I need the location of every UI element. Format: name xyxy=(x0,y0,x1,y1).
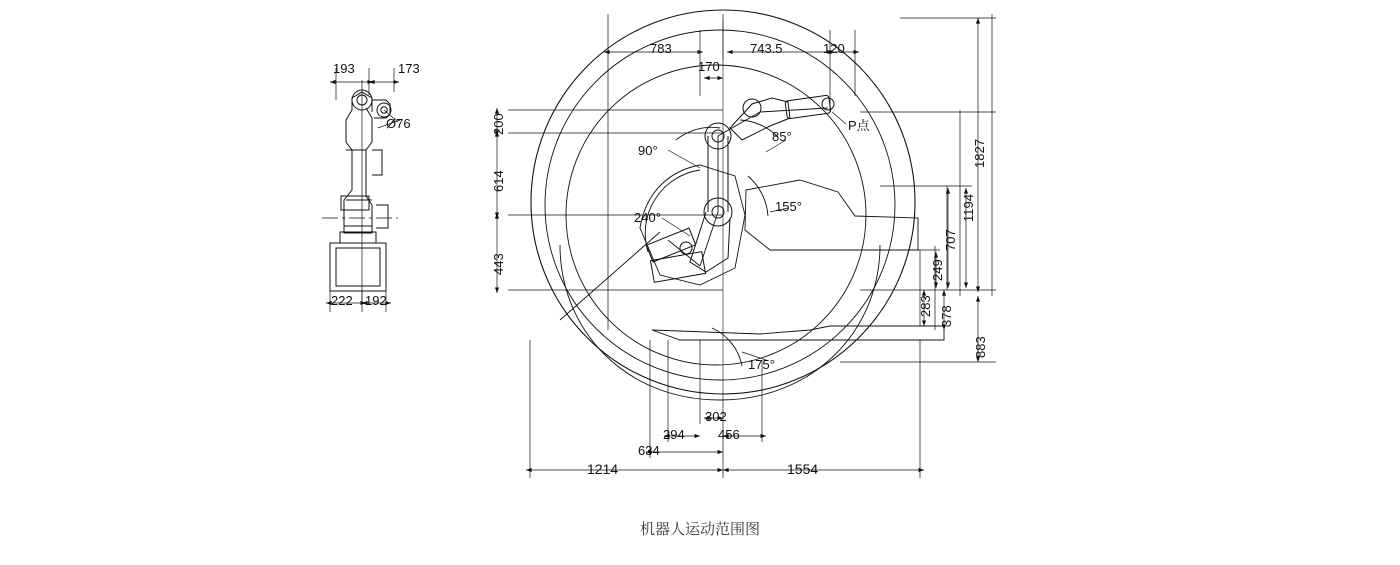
figure-caption: 机器人运动范围图 xyxy=(639,521,760,538)
range-envelope-c xyxy=(652,326,944,340)
angle-175: 175° xyxy=(748,357,775,372)
dim-456: 456 xyxy=(718,427,740,442)
dim-1214: 1214 xyxy=(587,461,619,477)
dim-743-5: 743.5 xyxy=(750,41,783,56)
dim-170: 170 xyxy=(698,59,720,74)
range-view-group xyxy=(497,10,996,478)
dim-dia76: Ø76 xyxy=(386,116,411,131)
dim-443: 443 xyxy=(491,253,506,275)
dim-249: 249 xyxy=(930,259,945,281)
dim-192: 192 xyxy=(365,293,387,308)
dim-614: 614 xyxy=(491,170,506,192)
dim-1194: 1194 xyxy=(961,194,976,222)
p-point-label: P点 xyxy=(848,118,870,133)
dim-200: 200 xyxy=(491,113,506,135)
dim-283: 283 xyxy=(918,295,933,317)
dim-1554: 1554 xyxy=(787,461,819,477)
lower-reach-circle xyxy=(545,30,895,380)
angle-90: 90° xyxy=(638,143,658,158)
range-envelope-b xyxy=(745,180,918,250)
dim-302: 302 xyxy=(705,409,727,424)
dim-634: 634 xyxy=(638,443,660,458)
dim-1827: 1827 xyxy=(972,139,987,168)
angle-240: 240° xyxy=(634,210,661,225)
dim-193: 193 xyxy=(333,61,355,76)
angle-155: 155° xyxy=(775,199,802,214)
dim-883: 883 xyxy=(973,336,988,358)
swing-arc-175 xyxy=(712,328,742,366)
dim-783: 783 xyxy=(650,41,672,56)
swing-arc-155 xyxy=(748,176,768,216)
dim-173: 173 xyxy=(398,61,420,76)
front-view-centreline xyxy=(322,80,398,300)
dim-222: 222 xyxy=(331,293,353,308)
dim-120: 120 xyxy=(823,41,845,56)
angle-85: 85° xyxy=(772,129,792,144)
dim-294: 294 xyxy=(663,427,685,442)
dim-378: 378 xyxy=(939,305,954,327)
front-view-group xyxy=(322,68,400,312)
swing-arc-90 xyxy=(676,127,720,140)
dim-707: 707 xyxy=(943,229,958,251)
